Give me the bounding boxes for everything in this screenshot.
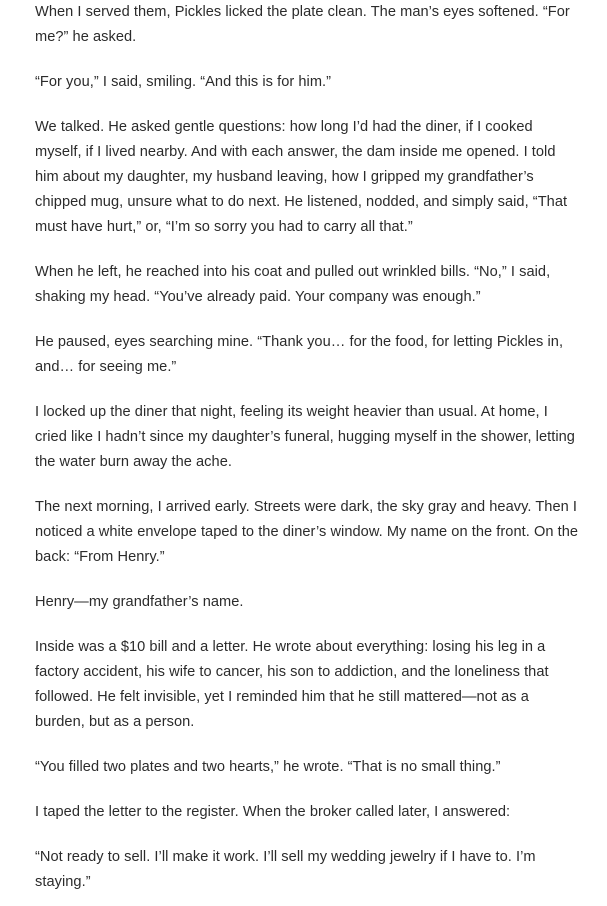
paragraph-4: When he left, he reached into his coat and pulled out wrinkled bills. “No,” I said, shaking my head. “You’ve already paid. Your company was enough.” <box>35 264 551 305</box>
paragraph-5: He paused, eyes searching mine. “Thank you… for the food, for letting Pickles in, and… for seeing me.” <box>35 334 564 375</box>
paragraph-9: Inside was a $10 bill and a letter. He wrote about everything: losing his leg in a factory accident, his wife to cancer, his son to addiction, and the loneliness that followed. He felt invisible, yet I reminded him that he still mattered—not as a burden, but as a person. <box>35 639 549 730</box>
paragraph-6: I locked up the diner that night, feeling its weight heavier than usual. At home, I cried like I hadn’t since my daughter’s funeral, hugging myself in the shower, letting the water burn away the ache. <box>35 404 575 470</box>
paragraph-2: “For you,” I said, smiling. “And this is for him.” <box>35 74 332 90</box>
paragraph-1: When I served them, Pickles licked the plate clean. The man’s eyes softened. “For me?” he asked. <box>35 4 570 45</box>
paragraph-10: “You filled two plates and two hearts,” he wrote. “That is no small thing.” <box>35 759 501 775</box>
paragraph-12: “Not ready to sell. I’ll make it work. I’ll sell my wedding jewelry if I have to. I’m staying.” <box>35 849 536 890</box>
paragraph-8: Henry—my grandfather’s name. <box>35 594 244 610</box>
paragraph-3: We talked. He asked gentle questions: how long I’d had the diner, if I cooked myself, if I lived nearby. And with each answer, the dam inside me opened. I told him about my daughter, my husband leaving, how I gripped my grandfather’s chipped mug, unsure what to do next. He listened, nodded, and simply said, “That must have hurt,” or, “I’m so sorry you had to carry all that.” <box>35 119 568 235</box>
paragraph-7: The next morning, I arrived early. Streets were dark, the sky gray and heavy. Then I noticed a white envelope taped to the diner’s window. My name on the front. On the back: “From Henry.” <box>35 499 579 565</box>
paragraph-11: I taped the letter to the register. When the broker called later, I answered: <box>35 804 511 820</box>
